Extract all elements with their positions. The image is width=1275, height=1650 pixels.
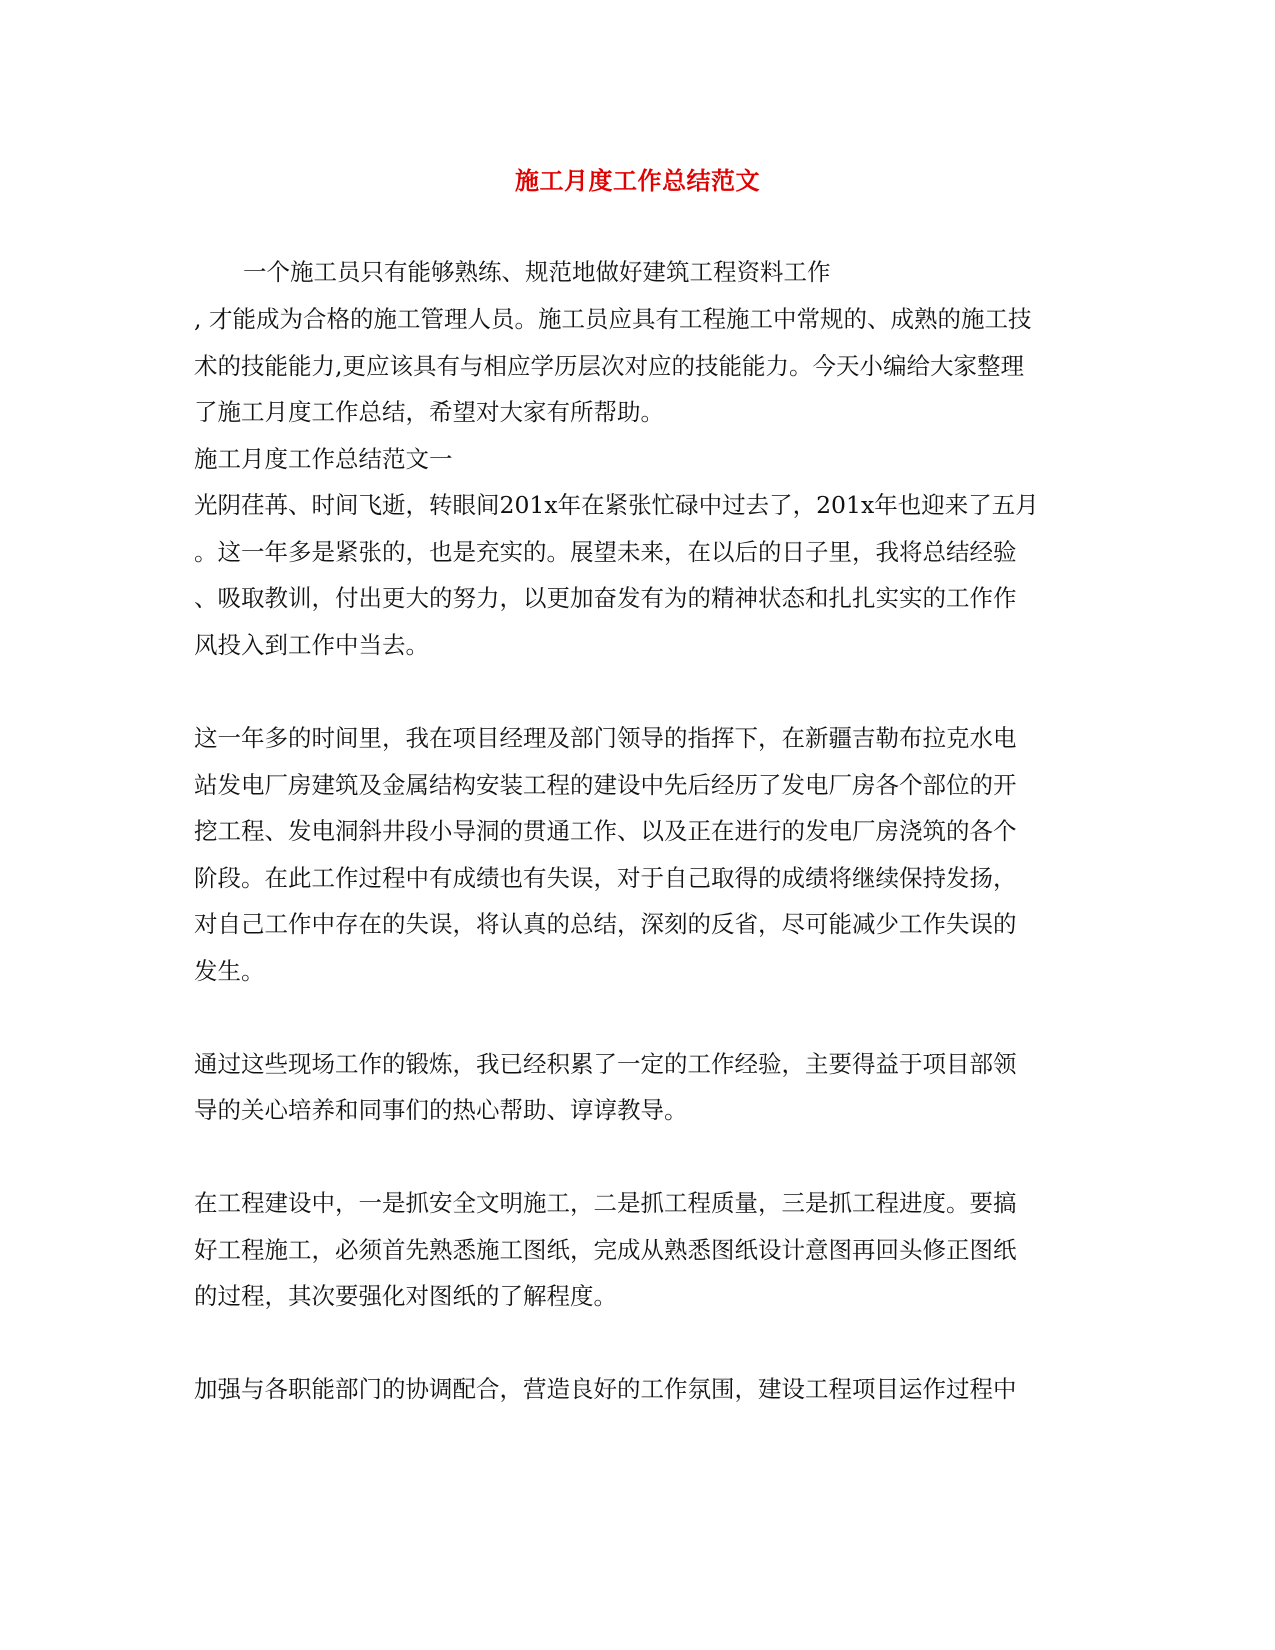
paragraph-line: 加强与各职能部门的协调配合，营造良好的工作氛围，建设工程项目运作过程中 <box>194 1375 1017 1403</box>
paragraph-line: 对自己工作中存在的失误，将认真的总结，深刻的反省，尽可能减少工作失误的 <box>194 910 1017 938</box>
paragraph-line: 了施工月度工作总结，希望对大家有所帮助。 <box>194 398 664 426</box>
paragraph-line: 在工程建设中，一是抓安全文明施工，二是抓工程质量，三是抓工程进度。要搞 <box>194 1189 1017 1217</box>
section-heading: 施工月度工作总结范文一 <box>194 445 453 473</box>
paragraph-line: 一个施工员只有能够熟练、规范地做好建筑工程资料工作 <box>243 258 831 286</box>
paragraph-line: 通过这些现场工作的锻炼，我已经积累了一定的工作经验，主要得益于项目部领 <box>194 1050 1017 1078</box>
paragraph-line: 发生。 <box>194 957 265 985</box>
paragraph-line: 挖工程、发电洞斜井段小导洞的贯通工作、以及正在进行的发电厂房浇筑的各个 <box>194 817 1017 845</box>
paragraph-line: 风投入到工作中当去。 <box>194 631 429 659</box>
paragraph-line: 。这一年多是紧张的，也是充实的。展望未来，在以后的日子里，我将总结经验 <box>194 538 1017 566</box>
paragraph-line: 导的关心培养和同事们的热心帮助、谆谆教导。 <box>194 1096 688 1124</box>
paragraph-line: , 才能成为合格的施工管理人员。施工员应具有工程施工中常规的、成熟的施工技 <box>194 305 1032 333</box>
paragraph-line: 光阴荏苒、时间飞逝，转眼间201x年在紧张忙碌中过去了，201x年也迎来了五月 <box>194 491 1039 519</box>
paragraph-line: 好工程施工，必须首先熟悉施工图纸，完成从熟悉图纸设计意图再回头修正图纸 <box>194 1236 1017 1264</box>
paragraph-line: 术的技能能力,更应该具有与相应学历层次对应的技能能力。今天小编给大家整理 <box>194 352 1024 380</box>
paragraph-line: 、吸取教训，付出更大的努力，以更加奋发有为的精神状态和扎扎实实的工作作 <box>194 584 1017 612</box>
paragraph-line: 这一年多的时间里，我在项目经理及部门领导的指挥下，在新疆吉勒布拉克水电 <box>194 724 1017 752</box>
paragraph-line: 的过程，其次要强化对图纸的了解程度。 <box>194 1282 617 1310</box>
document-title: 施工月度工作总结范文 <box>515 166 760 195</box>
paragraph-line: 阶段。在此工作过程中有成绩也有失误，对于自己取得的成绩将继续保持发扬， <box>194 864 1017 892</box>
paragraph-line: 站发电厂房建筑及金属结构安装工程的建设中先后经历了发电厂房各个部位的开 <box>194 771 1017 799</box>
